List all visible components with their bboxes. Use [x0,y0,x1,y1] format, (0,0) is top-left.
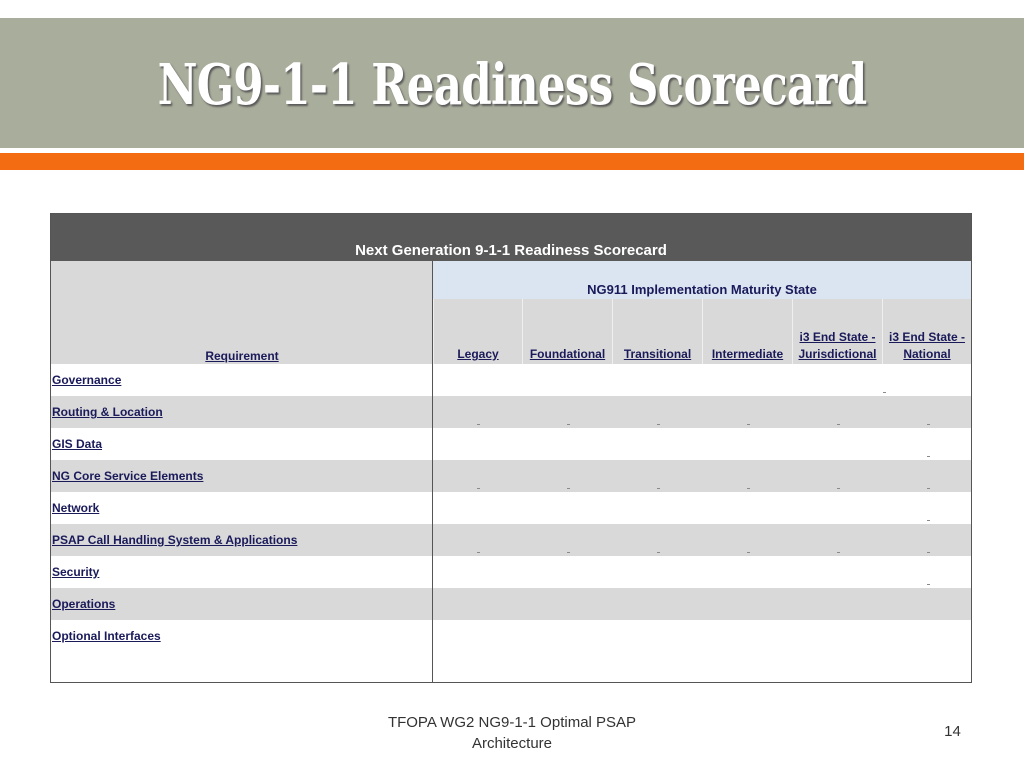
table-row [51,556,971,588]
column-header-intermediate: Intermediate [702,299,792,364]
row-label-governance: Governance [51,364,433,396]
maturity-header: NG911 Implementation Maturity State [433,261,971,299]
accent-bar [0,153,1024,170]
cell-marker [747,552,750,553]
cell-marker [657,424,660,425]
column-header-transitional: Transitional [612,299,702,364]
table-row [51,460,971,492]
scorecard-title: Next Generation 9-1-1 Readiness Scorecard [51,214,971,261]
cell-marker [927,584,930,585]
cell-marker [657,552,660,553]
column-header-foundational: Foundational [522,299,612,364]
column-header-legacy: Legacy [433,299,522,364]
row-label-routing-location: Routing & Location [51,396,433,428]
cell-marker [883,392,886,393]
cell-marker [567,552,570,553]
column-header-i3-jurisdictional: i3 End State - Jurisdictional [792,299,882,364]
row-label-network: Network [51,492,433,524]
requirement-header-cell [51,261,433,364]
table-row [51,492,971,524]
row-label-security: Security [51,556,433,588]
row-label-gis-data: GIS Data [51,428,433,460]
table-row [51,588,971,620]
cell-marker [927,552,930,553]
row-label-operations: Operations [51,588,433,620]
cell-marker [927,488,930,489]
cell-marker [657,488,660,489]
slide-title: NG9-1-1 Readiness Scorecard [157,52,867,118]
cell-marker [477,488,480,489]
cell-marker [477,424,480,425]
scorecard-table [50,213,972,683]
divider-line [0,148,1024,150]
column-header-i3-national: i3 End State - National [882,299,971,364]
cell-marker [567,424,570,425]
cell-marker [837,552,840,553]
cell-marker [747,424,750,425]
row-label-optional-interfaces: Optional Interfaces [51,620,433,652]
cell-marker [927,456,930,457]
table-row [51,428,971,460]
table-row [51,364,971,396]
requirement-header: Requirement [205,349,279,363]
cell-marker [837,488,840,489]
table-row [51,396,971,428]
footer-text: TFOPA WG2 NG9-1-1 Optimal PSAP Architecture [387,714,637,752]
row-label-psap-call-handling: PSAP Call Handling System & Applications [51,524,433,556]
page-number: 14 [944,723,961,740]
cell-marker [837,424,840,425]
cell-marker [747,488,750,489]
cell-marker [927,424,930,425]
cell-marker [567,488,570,489]
table-row [51,524,971,556]
row-label-ng-core-service-elements: NG Core Service Elements [51,460,433,492]
cell-marker [927,520,930,521]
cell-marker [477,552,480,553]
row-label-filler [51,621,433,682]
